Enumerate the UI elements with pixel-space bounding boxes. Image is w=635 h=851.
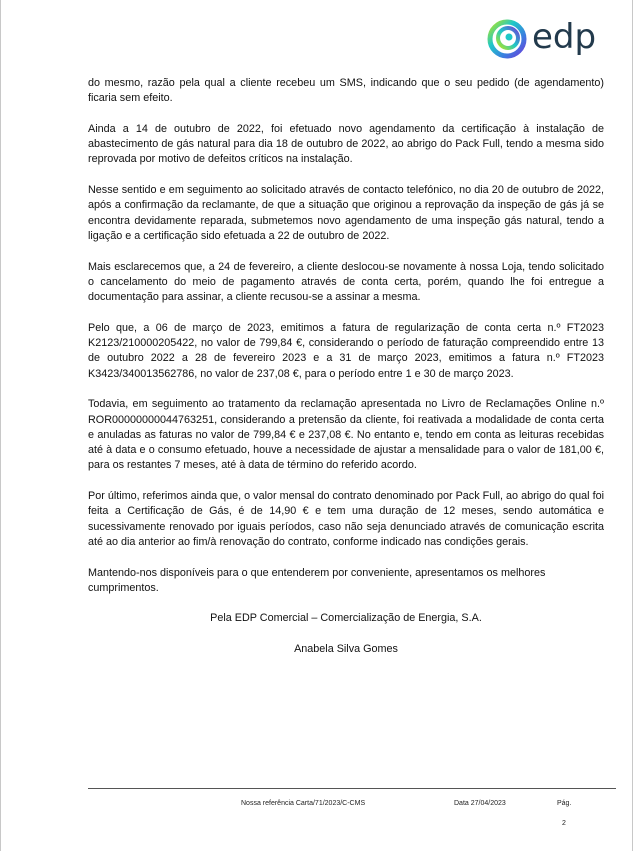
signature-name: Anabela Silva Gomes xyxy=(294,642,398,655)
closing-line: Mantendo-nos disponíveis para o que entenderem por conveniente, apresentamos os melhores cumprimentos. xyxy=(88,566,546,594)
paragraph: Nesse sentido e em seguimento ao solicitado através de contacto telefónico, no dia 20 de outubro de 2022, após a confirmação da reclamante, de que a situação que originou a reprovação da inspeção de gás já se encontra devidamente reparada, submetemos novo agendamento de uma inspeção gás natural, tendo a ligação e a certificação sido efetuada a 22 de outubro de 2022. xyxy=(88,184,604,242)
page-edge-right xyxy=(632,0,633,851)
signature-company: Pela EDP Comercial – Comercialização de Energia, S.A. xyxy=(210,612,482,625)
paragraph: Pelo que, a 06 de março de 2023, emitimos a fatura de regularização de conta certa n.º FT2023 K2123/210000205422, no valor de 799,84 €, considerando o período de faturação compreendido entre 13 de outubro 2022 a 28 de fevereiro 2023 e a 31 de março 2023, emitimos a fatura n.º FT2023 K3423/340013562786, no valor de 237,08 €, para o período entre 1 e 30 de março 2023. xyxy=(88,321,604,380)
paragraph: Mais esclarecemos que, a 24 de fevereiro, a cliente deslocou-se novamente à nossa Loja, tendo solicitado o cancelamento do meio de pagamento através de conta certa, porém, quando lhe foi entregue a documentação para assinar, a cliente recusou-se a assinar a mesma. xyxy=(88,260,604,304)
paragraph: Por último, referimos ainda que, o valor mensal do contrato denominado por Pack Full, ao abrigo do qual foi feita a Certificação de Gás, é de 14,90 € e tem uma duração de 12 meses, sendo automática e sucessivamente renovado por iguais períodos, caso não seja denunciado através de comunicação escrita até ao dia anterior ao fim/à renovação do contrato, conforme indicado nas condições gerais. xyxy=(88,490,604,548)
paragraph: Ainda a 14 de outubro de 2022, foi efetuado novo agendamento da certificação à instalação de abastecimento de gás natural para dia 18 de outubro de 2022, ao abrigo do Pack Full, tendo a mesma sido reprovada por motivo de defeitos críticos na instalação. xyxy=(88,122,604,166)
footer-page-number: 2 xyxy=(562,820,566,827)
paragraph: Todavia, em seguimento ao tratamento da reclamação apresentada no Livro de Reclamações Online n.º ROR00000000044763251, considerando a pretensão da cliente, foi reativada a modalidade de conta certa e anuladas as faturas no valor de 799,84 € e 237,08 €. No entanto e, tendo em conta as leituras recebidas até à data e o consumo efetuado, houve a necessidade de ajustar a mensalidade para o valor de 181,00 €, para os restantes 7 meses, até à data de término do referido acordo. xyxy=(88,398,604,472)
footer-date: Data 27/04/2023 xyxy=(454,800,506,807)
footer-page-label: Pág. xyxy=(557,800,572,807)
paragraph: do mesmo, razão pela qual a cliente recebeu um SMS, indicando que o seu pedido (de agendamento) ficaria sem efeito. xyxy=(88,77,604,105)
edp-logo-swirl-icon xyxy=(486,18,528,60)
page-edge-left xyxy=(0,0,1,851)
logo-text: edp xyxy=(532,17,597,57)
footer-reference: Nossa referência Carta/71/2023/C-CMS xyxy=(241,800,366,807)
letter-body xyxy=(88,76,604,673)
footer-divider xyxy=(88,788,616,789)
edp-logo xyxy=(486,16,606,62)
